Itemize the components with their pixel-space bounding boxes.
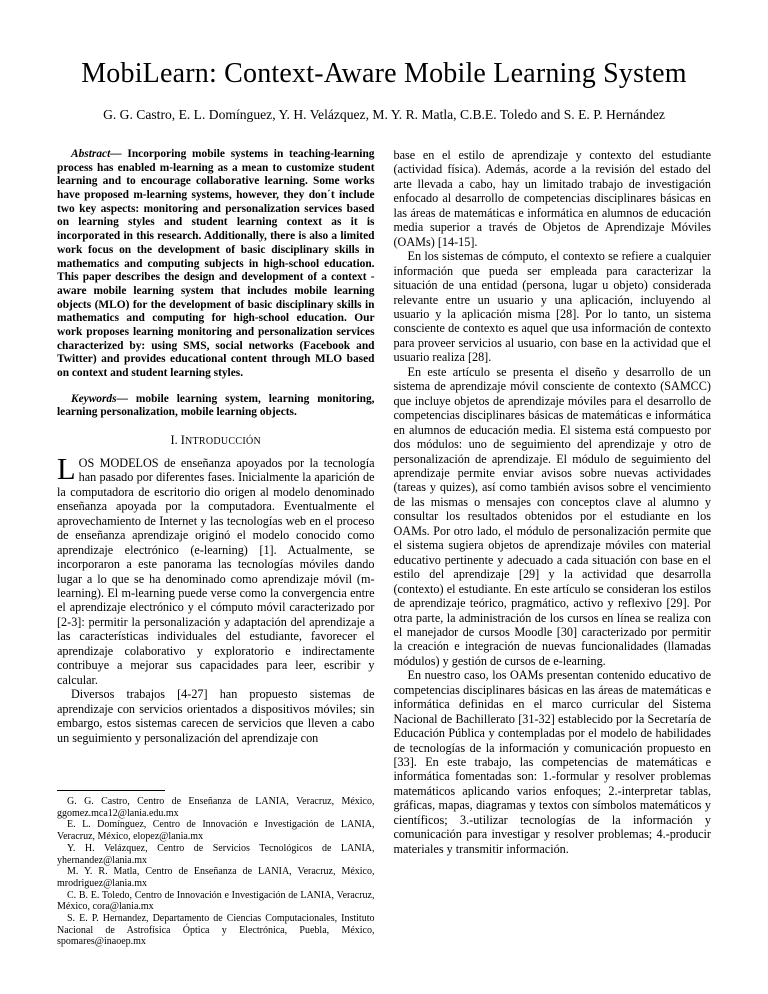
footnote-author-2: E. L. Domínguez, Centro de Innovación e Investigación de LANIA, Veracruz, México, elopez@lania.mx — [57, 819, 375, 843]
abstract-text: Incorporing mobile systems in teaching-learning process has enabled m-learning as a mean to customize student learning and to encourage collaborative learning. Some works have proposed m-learning systems, however, they don´t include two key aspects: monitoring and personalization services based on learning styles and student learning context as it is incorporated in this research. Additionally, there is also a limited work focus on the development of basic disciplinary skills in mathematics and computing subjects in high-school education. This paper describes the design and development of a context - aware mobile learning system that includes mobile learning objects (MLO) for the development of basic disciplinary skills in mathematics and computing for high-school education. Our work proposes learning monitoring and personalization services characterized by: using SMS, social networks (Facebook and Twitter) and provides educational content through MLO based on context and student learning styles. — [57, 148, 375, 379]
left-column — [57, 148, 375, 948]
intro-paragraph-1 — [57, 451, 375, 687]
footnote-author-6: S. E. P. Hernandez, Departamento de Ciencias Computacionales, Instituto Nacional de Astrofísica Óptica y Electrónica, Puebla, México, spomares@inaoep.mx — [57, 912, 375, 948]
abstract-paragraph — [57, 148, 375, 381]
footnote-rule — [57, 790, 165, 791]
footnote-author-3: Y. H. Velázquez, Centro de Servicios Tecnológicos de LANIA, yhernandez@lania.mx — [57, 842, 375, 866]
footnote-author-1: G. G. Castro, Centro de Enseñanza de LANIA, Veracruz, México, ggomez.mca12@lania.edu.mx — [57, 796, 375, 819]
paper-title: MobiLearn: Context-Aware Mobile Learning System — [81, 58, 687, 89]
intro-paragraph-1-text: OS MODELOS de enseñanza apoyados por la tecnología han pasado por diferentes fases. Inicialmente la aparición de la computadora de escritorio dio origen al modelo denominado enseñanza apoyada por la computadora. Eventualmente el aprovechamiento de Internet y las tecnologías web en el proceso de enseñanza aprendizaje originó el modelo conocido como aprendizaje electrónico (e-learning) [1]. Actualmente, se incorporaron a este panorama las tecnologías móviles dando lugar a lo que se ha denominado como aprendizaje móvil (m-learning). El m-learning puede verse como la convergencia entre el aprendizaje electrónico y el cómputo móvil caracterizado por [2-3]: permitir la personalización y adaptación del aprendizaje a las características individuales del estudiante, favorecer el aprendizaje colaborativo y exploratorio e indirectamente contribuye a mejorar sus capacidades para leer, escribir y calcular. — [57, 455, 375, 687]
footnote-author-5: C. B. E. Toledo, Centro de Innovación e Investigación de LANIA, Veracruz, México, cora@lania.mx — [57, 889, 375, 913]
right-column — [394, 148, 712, 948]
footnote-author-4: M. Y. R. Matla, Centro de Enseñanza de LANIA, Veracruz, México, mrodriguez@lania.mx — [57, 866, 375, 889]
abstract-label: Abstract— — [71, 148, 122, 160]
section-title-smallcaps: NTRODUCCIÓN — [184, 436, 262, 448]
keywords-paragraph — [57, 393, 375, 420]
intro-paragraph-2: Diversos trabajos [4-27] han propuesto sistemas de aprendizaje con servicios orientados a dispositivos móviles; sin embargo, estos sistemas carecen de servicios que lleven a cabo un seguimiento y personalización del aprendizaje con — [57, 687, 375, 745]
two-column-body — [57, 148, 711, 948]
keywords-text: mobile learning system, learning monitoring, learning personalization, mobile learning objects. — [57, 392, 375, 419]
keywords-label: Keywords— — [71, 392, 128, 405]
footnote-block — [57, 782, 375, 948]
dropcap-letter: L — [57, 451, 76, 486]
section-heading-introduction — [57, 433, 375, 448]
body-paragraph: En este artículo se presenta el diseño y desarrollo de un sistema de aprendizaje móvil consciente de contexto (SAMCC) que incluye objetos de aprendizaje móviles para el desarrollo de competencias disciplinares básicas de matemáticas e informática en alumnos de educación media. El sistema está compuesto por dos módulos: uno de seguimiento del aprendizaje y otro de personalización de aprendizaje. El módulo de seguimiento del aprendizaje permite enviar avisos sobre nuevas actividades (tareas y quizes), así como también avisos sobre el vencimiento de las mismas o mensajes con conceptos clave al alumno y consultar los resultados obtenidos por el estudiante en los OAMs. Por otro lado, el módulo de personalización permite que el sistema sugiera objetos de aprendizaje móviles con material educativo pertinente y adecuado a cada situación con base en el estilo del aprendizaje [29] y la actividad que desarrolla (contexto) el estudiante. En este artículo se consideran los estilos de aprendizaje teórico, pragmático, activo y reflexivo [29]. Por otra parte, la administración de los cursos en línea se realiza con el manejador de cursos Moodle [30] caracterizado por permitir la creación e integración de nuevas funcionalidades (llamadas módulos) y gestión de cursos de e-learning. — [393, 364, 711, 668]
body-paragraph: base en el estilo de aprendizaje y contexto del estudiante (actividad física). Además, acorde a la revisión del estado del arte llevada a cabo, hay un limitado trabajo de investigación enfocado al desarrollo de competencias disciplinares básicas en las áreas de matemáticas e informática en alumnos de educación media superior a través de Objetos de Aprendizaje Móviles (OAMs) [14-15]. — [393, 148, 711, 249]
body-paragraph: En los sistemas de cómputo, el contexto se refiere a cualquier información que pueda ser empleada para caracterizar la situación de una entidad (persona, lugar u objeto) considerada relevante entre un usuario y una aplicación, incluyendo al usuario y la aplicación misma [28]. Por lo tanto, un sistema consciente de contexto es aquel que usa información de contexto para proveer servicios al usuario, con base en la actividad que el usuario realiza [28]. — [393, 249, 711, 365]
section-title-initial: I — [180, 433, 185, 448]
paper-authors: G. G. Castro, E. L. Domínguez, Y. H. Velázquez, M. Y. R. Matla, C.B.E. Toledo and S. E. P. Hernández — [103, 107, 665, 122]
body-paragraph: En nuestro caso, los OAMs presentan contenido educativo de competencias disciplinares básicas en las áreas de matemáticas e informática definidas en el marco curricular del Sistema Nacional de Bachillerato [31-32] establecido por la Secretaría de Educación Pública y contempladas por el modelo de habilidades de tecnologías de la información y comunicación propuesto en [33]. En este trabajo, las competencias de matemáticas e informática fomentadas son: 1.-formular y resolver problemas matemáticos aplicando varios enfoques; 2.-interpretar tablas, gráficas, mapas, diagramas y textos con símbolos matemáticos y científicos; 3.-utilizar tecnologías de la información y comunicación para investigar y resolver problemas; 4.-producir materiales y transmitir información. — [393, 668, 711, 856]
section-number: I. — [170, 433, 181, 448]
